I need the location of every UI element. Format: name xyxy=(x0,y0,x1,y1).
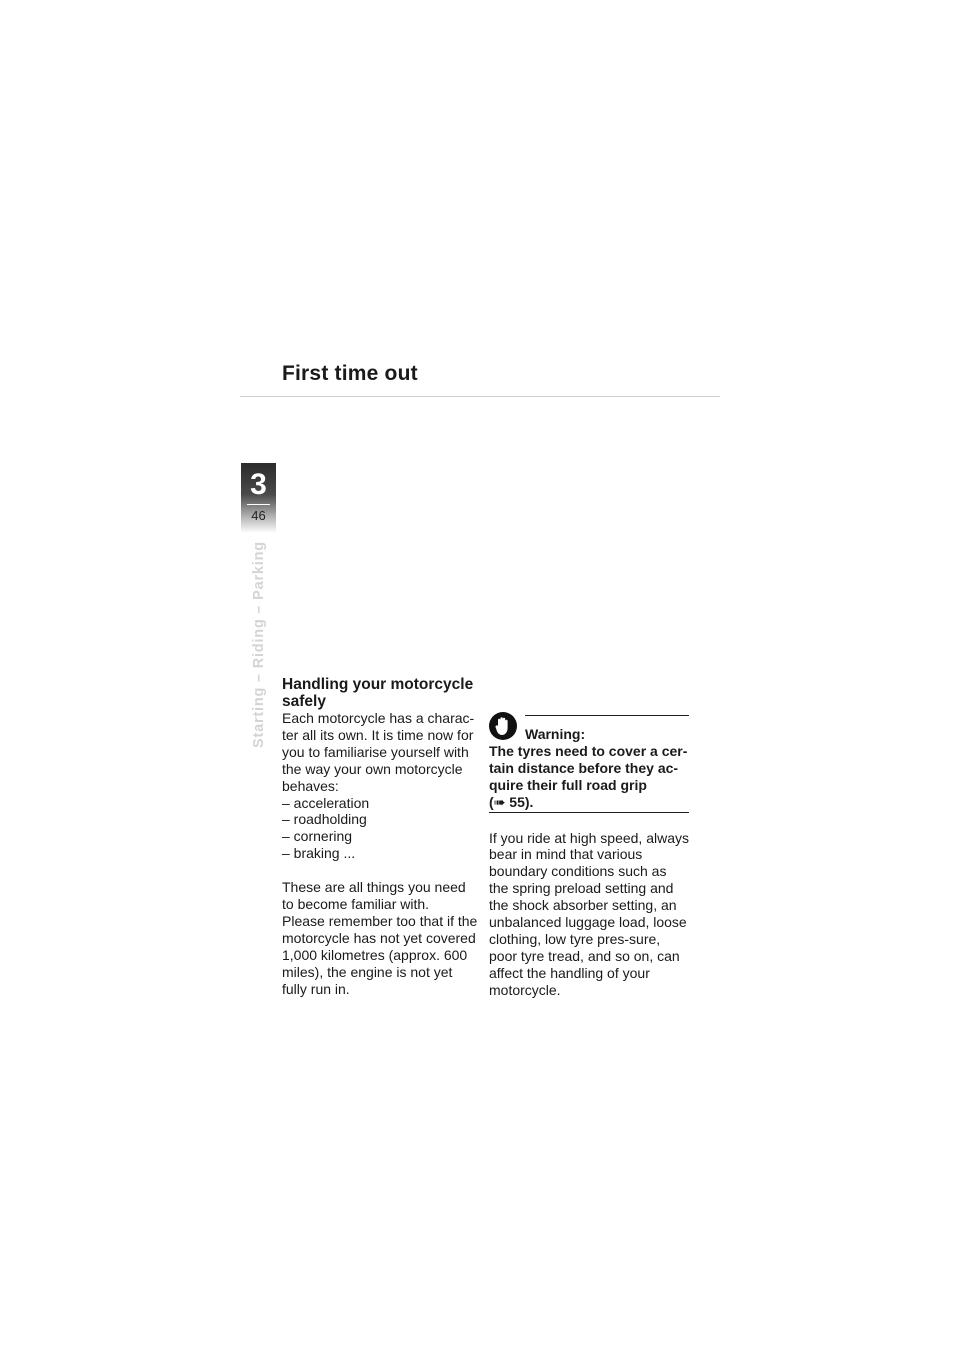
run-in-paragraph: Please remember too that if the motorcycle has not yet covered 1,000 kilometres (approx. 600 miles), the engine is not yet fully run in. xyxy=(282,912,478,997)
chapter-tab xyxy=(241,463,276,533)
stop-hand-icon xyxy=(489,712,517,740)
warning-box xyxy=(489,712,689,813)
warning-top-rule xyxy=(525,715,689,716)
high-speed-paragraph: If you ride at high speed, always bear in mind that various boundary conditions such as the spring preload setting and the shock absorber setting, an unbalanced luggage load, loose clothing, low tyre pres-sure, poor tyre tread, and so on, can affect the handling of your motorcycle. xyxy=(489,829,690,998)
chapter-divider xyxy=(247,504,270,505)
warning-text xyxy=(489,743,689,811)
left-column xyxy=(282,676,478,998)
reference-page: 55). xyxy=(505,793,534,810)
intro-paragraph: Each motorcycle has a charac-ter all its own. It is time now for you to familiarise yourself with the way your own motorcycle behaves: xyxy=(282,710,475,794)
right-column xyxy=(489,712,689,999)
warning-bottom-rule xyxy=(489,812,689,813)
familiar-paragraph: These are all things you need to become familiar with. xyxy=(282,879,466,913)
page-number: 46 xyxy=(251,508,266,523)
list-item: – braking ... xyxy=(282,845,356,862)
warning-label: Warning: xyxy=(525,726,586,742)
chapter-side-label: Starting – Riding – Parking xyxy=(251,541,267,748)
list-item: – acceleration xyxy=(282,794,370,811)
spacer xyxy=(282,862,478,879)
reference-open: ( xyxy=(489,793,494,810)
section-heading: Handling your motorcycle safely xyxy=(282,676,474,710)
arrow-right-icon: ➠ xyxy=(493,793,506,810)
page-title: First time out xyxy=(282,362,418,385)
title-divider xyxy=(240,396,720,397)
warning-body: The tyres need to cover a cer-tain distance before they ac-quire their full road grip xyxy=(489,742,688,793)
chapter-number: 3 xyxy=(250,468,267,501)
spacer xyxy=(489,813,689,830)
list-item: – cornering xyxy=(282,828,353,845)
page-reference xyxy=(489,794,533,810)
list-item: – roadholding xyxy=(282,811,367,828)
behaviour-list xyxy=(282,795,478,863)
